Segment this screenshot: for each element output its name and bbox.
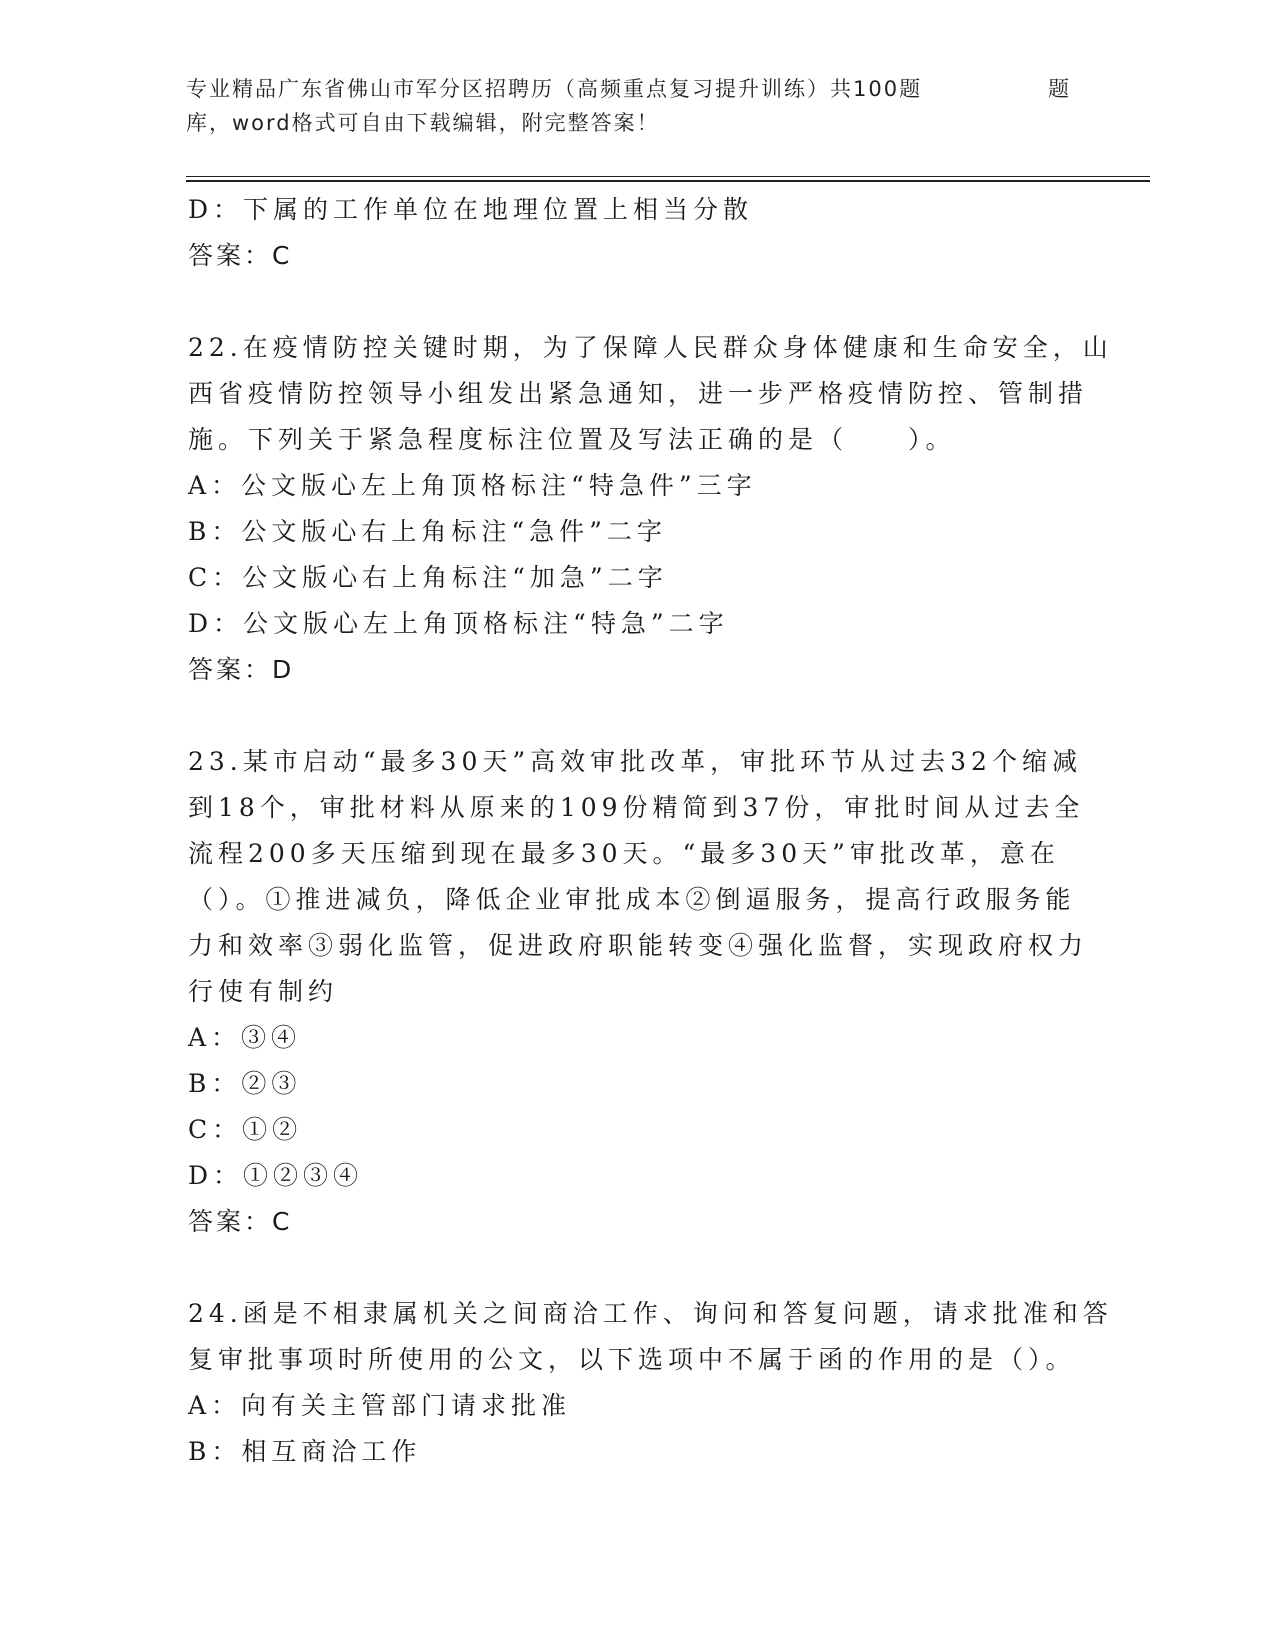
text-line: B：公文版心右上角标注“急件”二字 xyxy=(188,517,667,546)
header-line-2: 库，word格式可自由下载编辑，附完整答案！ xyxy=(186,111,660,135)
text-line: （）。①推进减负，降低企业审批成本②倒逼服务，提高行政服务能 xyxy=(188,885,1076,914)
text-line: D：公文版心左上角顶格标注“特急”二字 xyxy=(188,609,729,638)
text-line: D：下属的工作单位在地理位置上相当分散 xyxy=(188,195,754,224)
text-line: B：②③ xyxy=(188,1069,302,1098)
text-line: C：①② xyxy=(188,1115,303,1144)
text-line: A：向有关主管部门请求批准 xyxy=(188,1391,572,1420)
text-line: 西省疫情防控领导小组发出紧急通知，进一步严格疫情防控、管制措 xyxy=(188,379,1089,408)
document-header xyxy=(186,72,1086,140)
answer-line: 答案：D xyxy=(188,655,295,684)
header-title: 专业精品广东省佛山市军分区招聘历（高频重点复习提升训练）共100题 xyxy=(186,77,923,101)
answer-line: 答案：C xyxy=(188,1207,293,1236)
text-line: 24.函是不相隶属机关之间商洽工作、询问和答复问题，请求批准和答 xyxy=(188,1299,1113,1328)
text-line: 复审批事项时所使用的公文，以下选项中不属于函的作用的是（）。 xyxy=(188,1345,1076,1374)
text-line: 22.在疫情防控关键时期，为了保障人民群众身体健康和生命安全，山 xyxy=(188,333,1113,362)
paragraph-gap xyxy=(188,1245,1088,1291)
text-line: 23.某市启动“最多30天”高效审批改革，审批环节从过去32个缩减 xyxy=(188,747,1082,776)
text-line: B：相互商洽工作 xyxy=(188,1437,422,1466)
header-title-tail: 题 xyxy=(1048,77,1071,101)
text-line: C：公文版心右上角标注“加急”二字 xyxy=(188,563,668,592)
answer-line: 答案：C xyxy=(188,241,293,270)
text-line: 行使有制约 xyxy=(188,977,339,1006)
text-line: 施。下列关于紧急程度标注位置及写法正确的是（ ）。 xyxy=(188,425,956,454)
text-line: A：公文版心左上角顶格标注“特急件”三字 xyxy=(188,471,757,500)
text-line: 流程200多天压缩到现在最多30天。“最多30天”审批改革，意在 xyxy=(188,839,1060,868)
header-rule-thin xyxy=(186,176,1150,177)
header-rule-thick xyxy=(186,180,1150,182)
text-line: 到18个，审批材料从原来的109份精简到37份，审批时间从过去全 xyxy=(188,793,1085,822)
header-line-1 xyxy=(186,72,1086,106)
text-line: 力和效率③弱化监管，促进政府职能转变④强化监督，实现政府权力 xyxy=(188,931,1089,960)
question-content xyxy=(188,187,1113,1475)
text-line: A：③④ xyxy=(188,1023,302,1052)
paragraph-gap xyxy=(188,693,1088,739)
paragraph-gap xyxy=(188,279,1088,325)
text-line: D：①②③④ xyxy=(188,1161,364,1190)
